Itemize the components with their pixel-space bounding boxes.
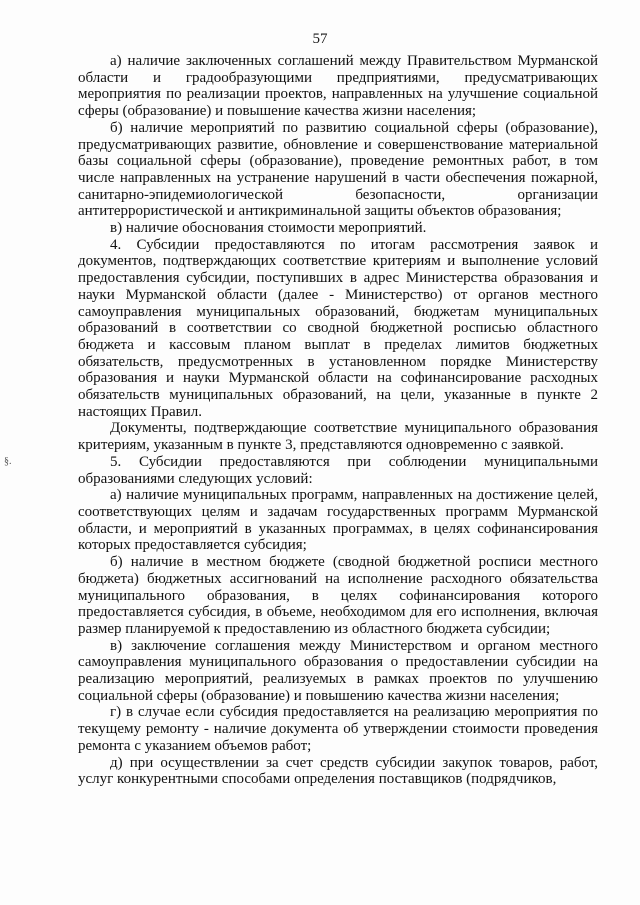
page-number: 57 (312, 31, 328, 47)
paragraph-1b: б) наличие мероприятий по развитию социальной сферы (образование), предусматривающих развитие, обновление и совершенствование материальной базы социальной сферы (образование), проведение ремонтных работ, в том числе направленных на устранение нарушений в части обеспечения пожарной, санитарно-эпидемиологической безопасности, организации антитеррористической и антикриминальной защиты объектов образования; (78, 119, 598, 220)
paragraph-1a: а) наличие заключенных соглашений между Правительством Мурманской области и градообразующими предприятиями, предусматривающих мероприятия по реализации проектов, направленных на улучшение социальной сферы (образование) и повышение качества жизни населения; (78, 53, 598, 120)
paragraph-5: 5. Субсидии предоставляются при соблюдении муниципальными образованиями следующих условий: (78, 453, 598, 487)
paragraph-5d: г) в случае если субсидия предоставляется на реализацию мероприятия по текущему ремонту - наличие документа об утверждении стоимости проведения ремонта с указанием объемов работ; (78, 704, 598, 754)
paragraph-documents: Документы, подтверждающие соответствие муниципального образования критериям, указанным в пункте 3, представляются одновременно с заявкой. (78, 420, 598, 454)
paragraph-5b: б) наличие в местном бюджете (сводной бюджетной росписи местного бюджета) бюджетных ассигнований на исполнение расходного обязательства муниципального образования, в целях софинансирования которого предоставляется субсидия, в объеме, необходимом для его исполнения, включая размер планируемой к предоставлению из областного бюджета субсидии; (78, 554, 598, 637)
margin-mark: §. (4, 456, 12, 467)
document-body (78, 53, 598, 788)
paragraph-4: 4. Субсидии предоставляются по итогам рассмотрения заявок и документов, подтверждающих соответствие критериям и выполнение условий предоставления субсидии, поступивших в адрес Министерства образования и науки Мурманской области (далее - Министерство) от органов местного самоуправления муниципальных образований, бюджетам муниципальных образований в соответствии со сводной бюджетной росписью областного бюджета и кассовым планом выплат в пределах лимитов бюджетных обязательств, предусмотренных в установленном порядке Министерству образования и науки Мурманской области на софинансирование расходных обязательств муниципальных образований, на цели, указанные в пункте 2 настоящих Правил. (78, 236, 598, 420)
paragraph-5c: в) заключение соглашения между Министерством и органом местного самоуправления муниципального образования о предоставлении субсидии на реализацию мероприятий, реализуемых в рамках проектов по улучшению социальной сферы (образование) и повышению качества жизни населения; (78, 637, 598, 704)
paragraph-5e: д) при осуществлении за счет средств субсидии закупок товаров, работ, услуг конкурентными способами определения поставщиков (подрядчиков, (78, 754, 598, 788)
paragraph-1c: в) наличие обоснования стоимости мероприятий. (110, 220, 427, 237)
paragraph-5a: а) наличие муниципальных программ, направленных на достижение целей, соответствующих целям и задачам государственных программ Мурманской области, и мероприятий в указанных программах, в целях софинансирования которых предоставляется субсидия; (78, 487, 598, 554)
